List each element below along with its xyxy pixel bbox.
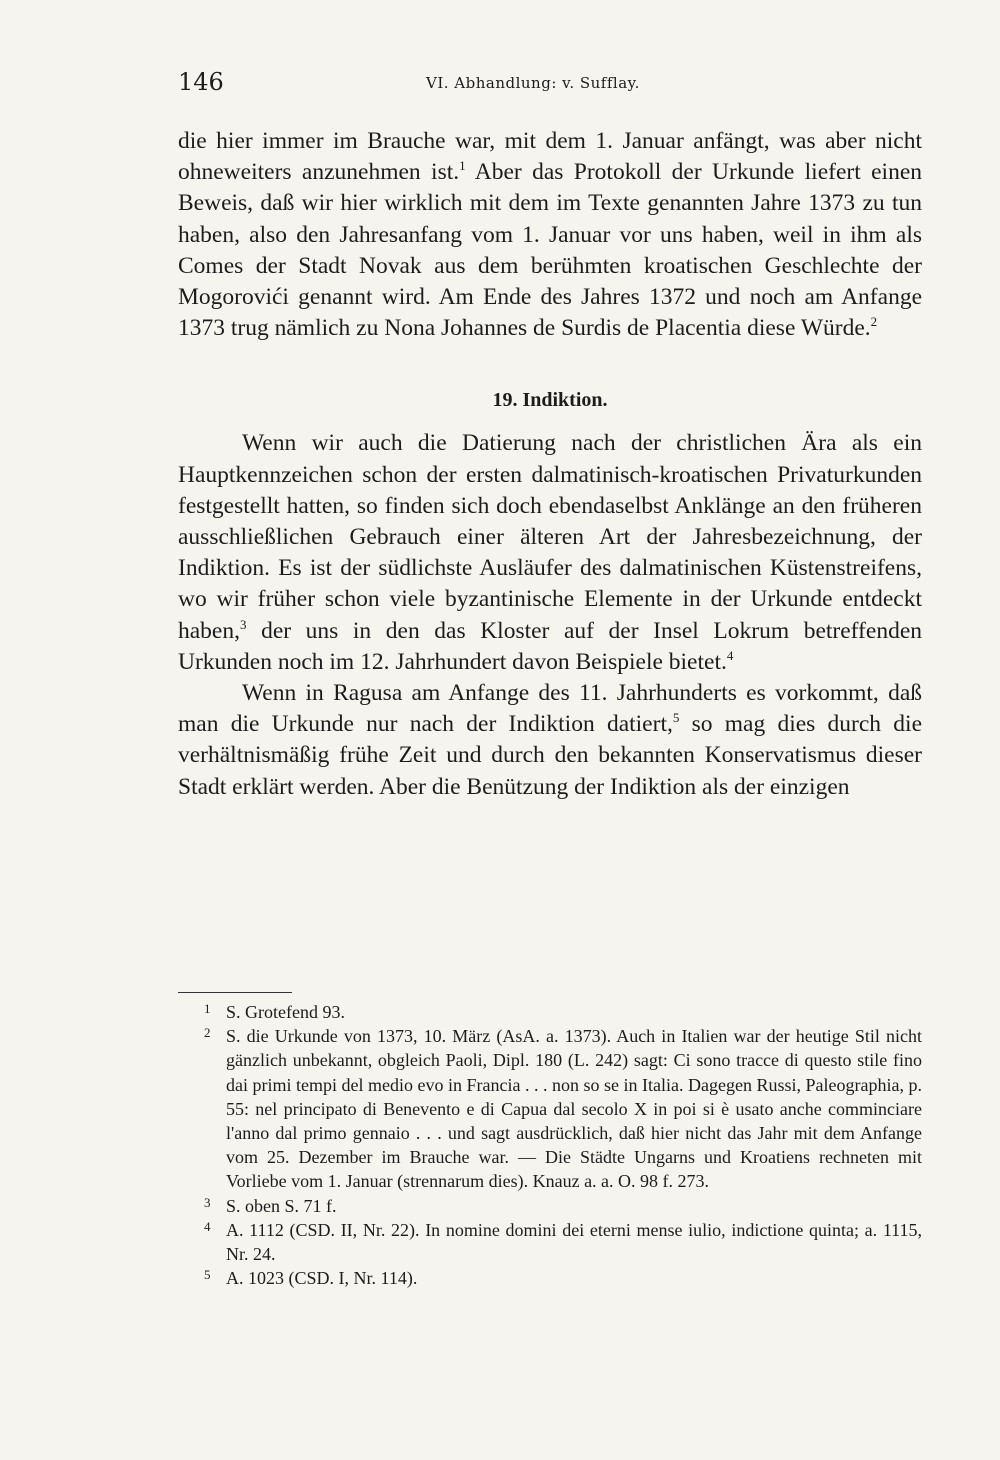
footnote [178, 1194, 922, 1218]
page-number: 146 [178, 68, 224, 96]
footnote-reference: 4 [726, 648, 734, 664]
footnote-number: 2 [204, 1025, 211, 1041]
paragraphs-after-heading [178, 428, 922, 802]
footnote-text: A. 1023 (CSD. I, Nr. 114). [226, 1268, 418, 1289]
paragraph [178, 428, 922, 678]
paragraph [178, 126, 922, 344]
paragraph-text: Wenn wir auch die Datierung nach der christlichen Ära als ein Hauptkennzeichen schon der ersten dalmatinisch-kroatischen Privaturkunden festgestellt hatten, so finden sich doch ebendaselbst Anklänge an den früheren ausschließlichen Gebrauch einer älteren Art der Jahresbezeichnung, der Indiktion. Es ist der südlichste Ausläufer des dalmatinischen Küstenstreifens, wo wir früher schon viele byzantinische Elemente in der Urkunde entdeckt haben, [178, 430, 922, 644]
footnote-number: 3 [204, 1194, 211, 1210]
footnote [178, 1000, 922, 1024]
page-header [178, 68, 923, 108]
footnote-reference: 2 [870, 314, 878, 330]
footnote-reference: 3 [240, 616, 247, 632]
footnote-text: A. 1112 (CSD. II, Nr. 22). In nomine domini dei eterni mense iulio, indictione quinta; a. 1115, Nr. 24. [226, 1219, 922, 1265]
footnote-number: 1 [204, 1001, 211, 1016]
paragraph-text: so mag dies durch die verhältnismäßig frühe Zeit und durch den bekannten Konservatismus dieser Stadt erklärt werden. Aber die Benützung der Indiktion als der einzigen [178, 711, 922, 800]
footnote [178, 1266, 922, 1290]
paragraphs-before-heading [178, 126, 922, 344]
paragraph-text: Aber das Protokoll der Urkunde liefert einen Beweis, daß wir hier wirklich mit dem im Texte genannten Jahre 1373 zu tun haben, also den Jahresanfang vom 1. Januar vor uns haben, weil in ihm als Comes der Stadt Novak aus dem berühmten kroatischen Geschlechte der Mogorovići genannt wird. Am Ende des Jahres 1372 und noch am Anfange 1373 trug nämlich zu Nona Johannes de Surdis de Placentia diese Würde. [178, 159, 923, 342]
footnote-text: S. die Urkunde von 1373, 10. März (AsA. a. 1373). Auch in Italien war der heutige Stil nicht gänzlich unbekannt, obgleich Paoli, Dipl. 180 (L. 242) sagt: Ci sono tracce di questo stile fino dai primi tempi del medio evo in Francia . . . non so se in Italia. Dagegen Russi, Paleographia, p. 55: nel principato di Benevento e di Capua dal secolo X in poi si è usato anche comminciare l'anno dal primo gennaio . . . und sagt ausdrücklich, daß hier nicht das Jahr mit dem Anfange vom 25. Dezember im Brauche war. — Die Städte Ungarns und Kroatiens rechneten mit Vorliebe vom 1. Januar (strennarum dies). Knauz a. a. O. 98 f. 273. [226, 1026, 922, 1192]
footnote-separator [178, 992, 292, 993]
section-heading: 19. Indiktion. [492, 389, 608, 412]
footnote-number: 4 [204, 1218, 211, 1234]
footnote-reference: 5 [672, 710, 680, 726]
footnote-number: 5 [204, 1267, 211, 1283]
running-head: VI. Abhandlung: v. Sufflay. [426, 74, 640, 92]
paragraph [178, 678, 922, 803]
paragraph-text: die hier immer im Brauche war, mit dem 1. Januar anfängt, was aber nicht ohneweiters anzunehmen ist. [178, 128, 922, 186]
footnote [178, 1218, 922, 1266]
footnote-text: S. Grotefend 93. [226, 1002, 345, 1022]
footnote-reference: 1 [459, 158, 466, 174]
paragraph-text: der uns in den das Kloster auf der Insel Lokrum betreffenden Urkunden noch im 12. Jahrhundert davon Beispiele bietet. [178, 617, 922, 675]
main-text [178, 126, 922, 803]
footnote [178, 1024, 922, 1193]
paragraph-text: Wenn in Ragusa am Anfange des 11. Jahrhunderts es vorkommt, daß man die Urkunde nur nach der Indiktion datiert, [178, 680, 922, 738]
footnotes [178, 1000, 922, 1290]
footnote-text: S. oben S. 71 f. [226, 1195, 337, 1216]
